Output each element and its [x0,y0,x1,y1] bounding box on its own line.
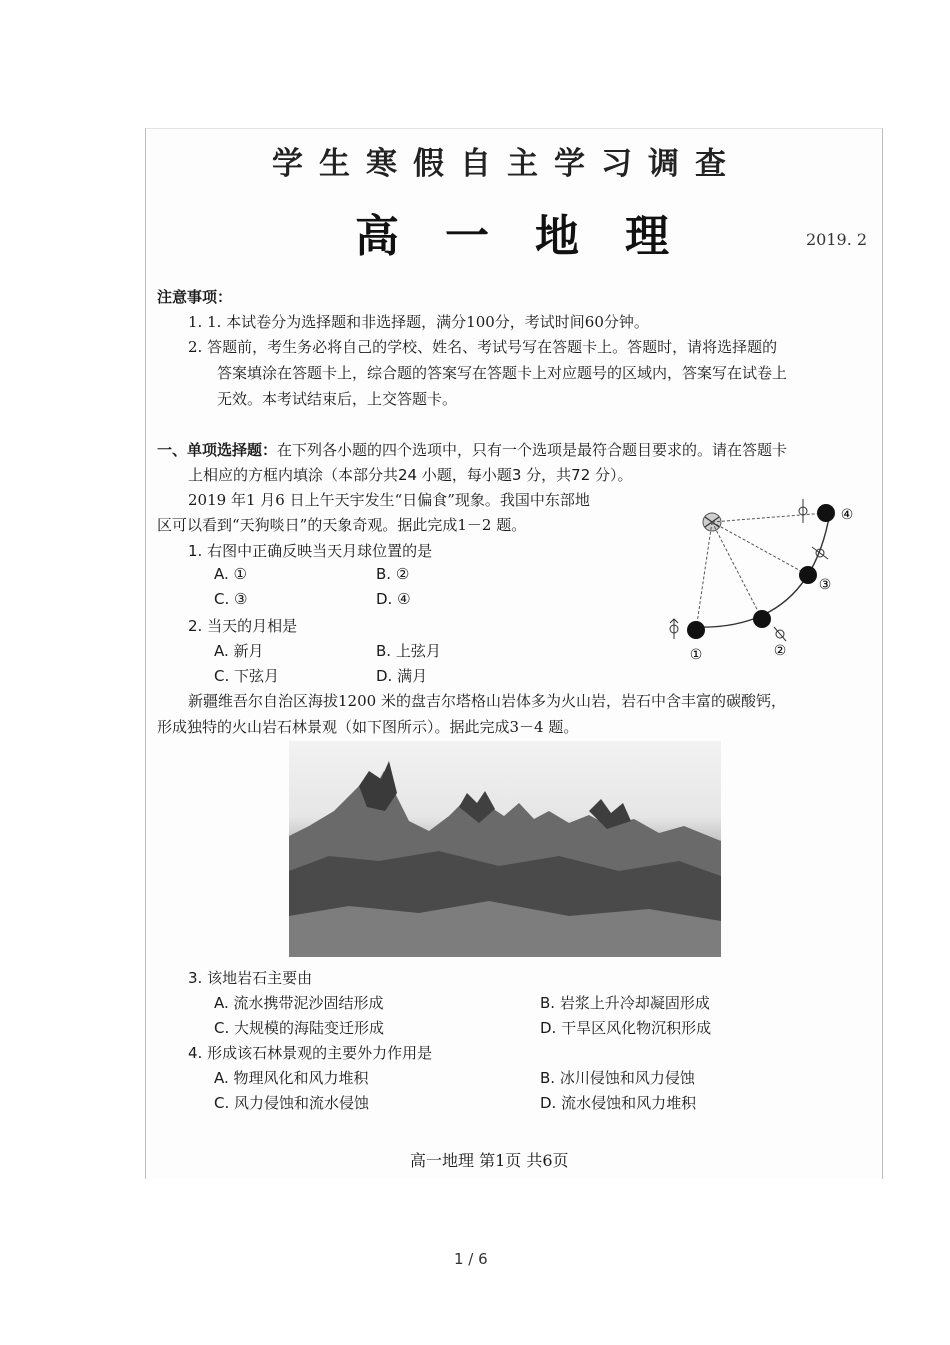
section-1-instruction-line1: 在下列各小题的四个选项中，只有一个选项是最符合题目要求的。请在答题卡 [277,441,788,459]
question-4-stem: 4. 形成该石林景观的主要外力作用是 [188,1044,433,1062]
diagram-label-2: ② [773,643,787,659]
question-4-option-d: D. 流水侵蚀和风力堆积 [540,1094,697,1112]
question-3-option-d: D. 干旱区风化物沉积形成 [540,1019,712,1037]
question-2-option-c: C. 下弦月 [214,667,280,685]
exam-date: 2019. 2 [806,230,868,249]
section-1-instruction-line2: 上相应的方框内填涂（本部分共24 小题，每小题3 分，共72 分）。 [188,466,633,484]
question-3-stem: 3. 该地岩石主要由 [188,969,313,987]
page-counter: 1 / 6 [454,1250,488,1268]
moon-position-3 [799,566,817,584]
moon-position-1 [687,621,705,639]
question-3-option-a: A. 流水携带泥沙固结形成 [214,994,384,1012]
sight-line-4 [712,513,826,522]
diagram-label-1: ① [689,647,703,663]
question-1-option-d: D. ④ [376,590,411,608]
question-3-option-b: B. 岩浆上升冷却凝固形成 [540,994,710,1012]
sight-line-2 [712,522,762,619]
question-1-stem: 1. 右图中正确反映当天月球位置的是 [188,542,433,560]
diagram-label-4: ④ [840,507,854,523]
notice-item-2-cont: 答案填涂在答题卡上，综合题的答案写在答题卡上对应题号的区域内，答案写在试卷上 [217,364,788,382]
question-1-option-b: B. ② [376,565,410,583]
passage-2-line1: 新疆维吾尔自治区海拔1200 米的盘吉尔塔格山岩体多为火山岩，岩石中含丰富的碳酸钙， [188,692,786,710]
sight-line-1 [696,522,712,630]
notice-item-1: 1. 1. 本试卷分为选择题和非选择题，满分100分，考试时间60分钟。 [188,313,649,331]
section-1-instruction [157,439,787,460]
question-3-option-c: C. 大规模的海陆变迁形成 [214,1019,385,1037]
question-1-option-c: C. ③ [214,590,248,608]
question-2-option-b: B. 上弦月 [376,642,441,660]
question-2-stem: 2. 当天的月相是 [188,617,298,635]
survey-title: 学生寒假自主学习调查 [272,146,742,182]
rock-landscape-illustration [289,741,721,957]
passage-2-line2: 形成独特的火山岩石林景观（如下图所示）。据此完成3－4 题。 [157,718,579,736]
question-2-option-a: A. 新月 [214,642,264,660]
moon-position-2 [753,610,771,628]
notice-item-2: 2. 答题前，考生务必将自己的学校、姓名、考试号写在答题卡上。答题时，请将选择题的 [188,338,778,356]
question-4-option-a: A. 物理风化和风力堆积 [214,1069,369,1087]
passage-1-line1: 2019 年1 月6 日上午天宇发生“日偏食”现象。我国中东部地 [188,491,590,509]
sight-line-3 [712,522,808,575]
question-2-option-d: D. 满月 [376,667,428,685]
moon-position-4 [817,504,835,522]
moon-position-diagram [660,487,860,667]
volcanic-rock-forest-photo [289,741,721,957]
diagram-label-3: ③ [818,577,832,593]
question-4-option-b: B. 冰川侵蚀和风力侵蚀 [540,1069,695,1087]
notice-item-2-end: 无效。本考试结束后，上交答题卡。 [217,390,458,408]
passage-1-line2: 区可以看到“天狗啖日”的天象奇观。据此完成1－2 题。 [157,516,527,534]
subject-title: 高一地理 [355,211,715,262]
notice-heading: 注意事项： [157,288,233,306]
question-4-option-c: C. 风力侵蚀和流水侵蚀 [214,1094,370,1112]
page-footer: 高一地理 第1页 共6页 [410,1151,569,1170]
section-1-heading: 一、单项选择题： [157,441,278,459]
question-1-option-a: A. ① [214,565,247,583]
